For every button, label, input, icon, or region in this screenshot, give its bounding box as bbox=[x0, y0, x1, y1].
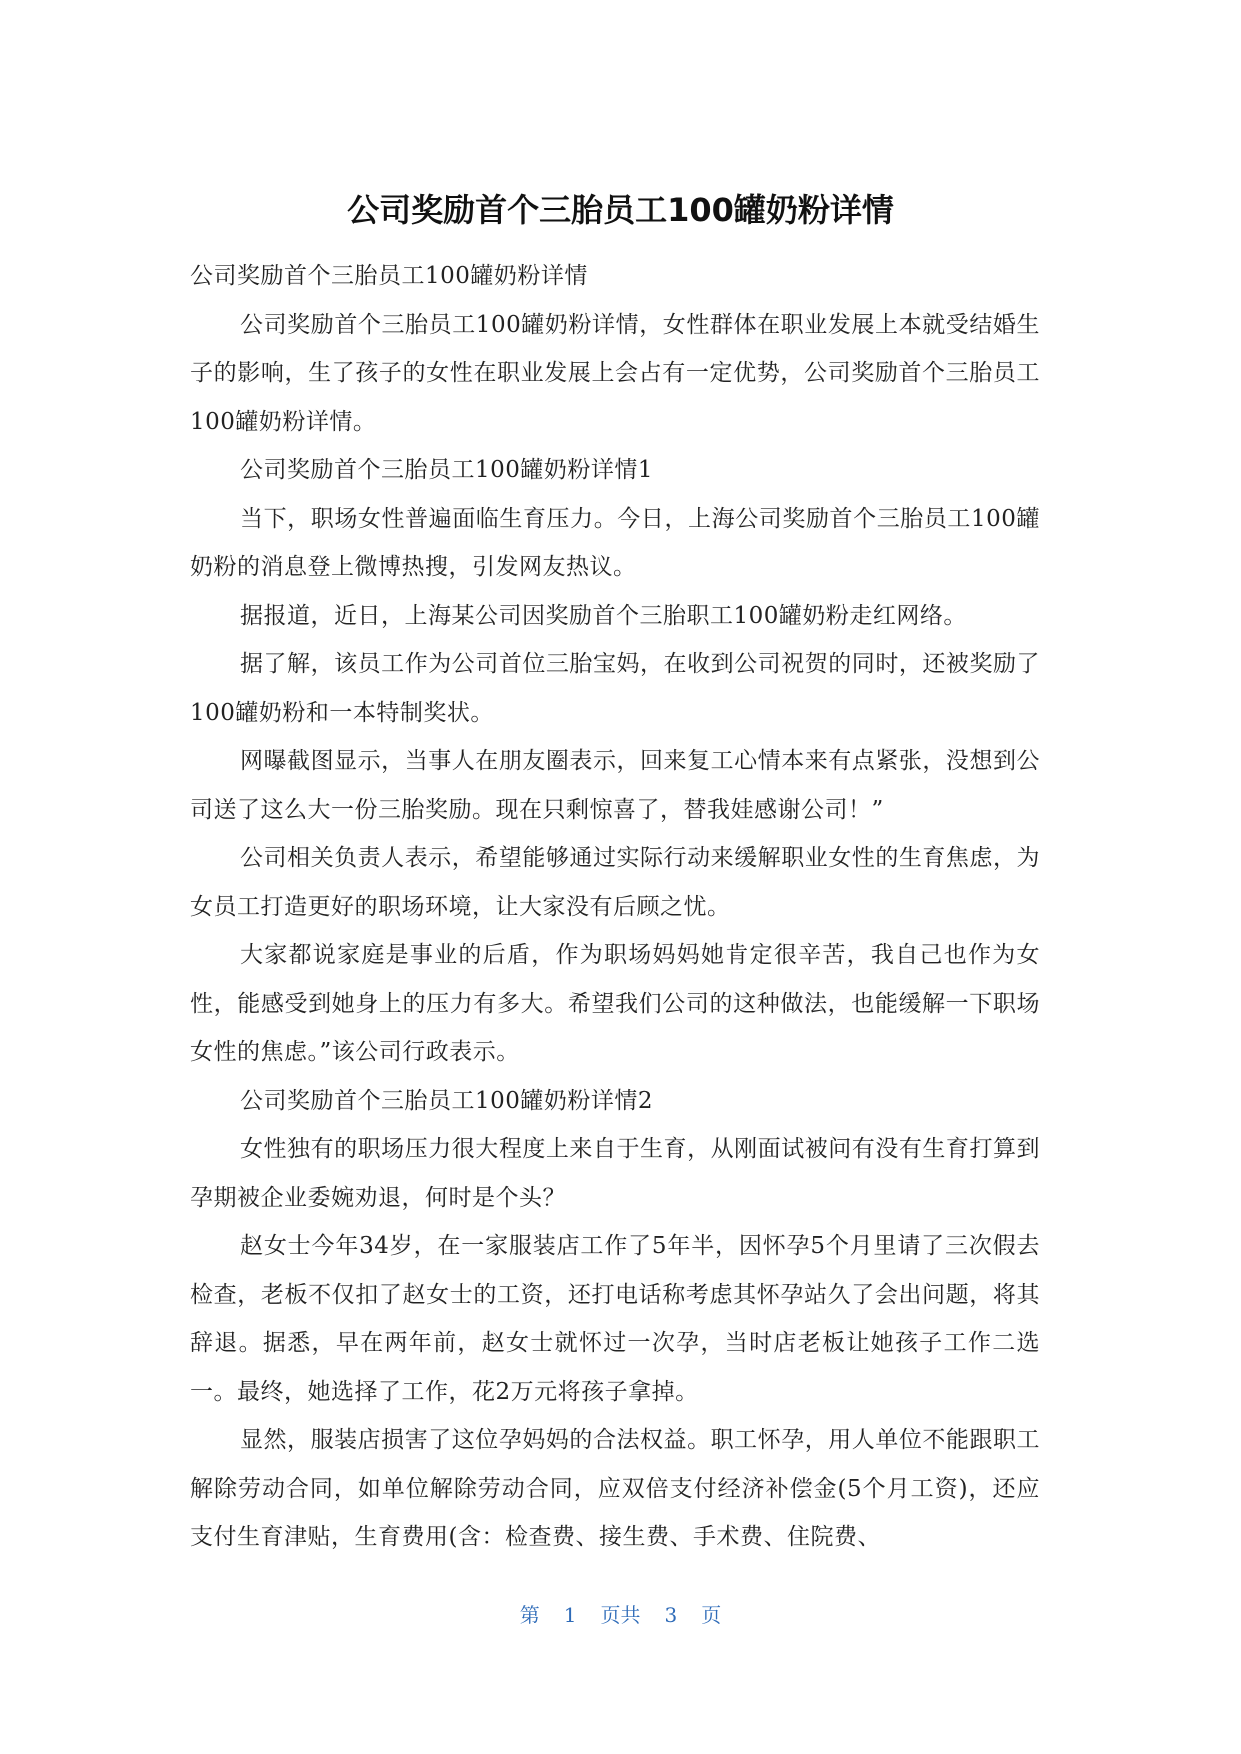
page-footer bbox=[0, 1600, 1241, 1630]
section-heading: 公司奖励首个三胎员工100罐奶粉详情2 bbox=[240, 1087, 654, 1114]
page-label-middle: 页共 bbox=[600, 1603, 641, 1627]
current-page-number: 1 bbox=[563, 1603, 577, 1627]
page-label-prefix: 第 bbox=[519, 1603, 540, 1627]
body-paragraph: 网曝截图显示，当事人在朋友圈表示，回来复工心情本来有点紧张，没想到公司送了这么大一份三胎奖励。现在只剩惊喜了，替我娃感谢公司！” bbox=[190, 748, 1040, 823]
body-paragraph: 显然，服装店损害了这位孕妈妈的合法权益。职工怀孕，用人单位不能跟职工解除劳动合同，如单位解除劳动合同，应双倍支付经济补偿金(5个月工资)，还应支付生育津贴，生育费用(含：检查费、接生费、手术费、住院费、 bbox=[190, 1427, 1040, 1550]
body-paragraph: 女性独有的职场压力很大程度上来自于生育，从刚面试被问有没有生育打算到孕期被企业委婉劝退，何时是个头？ bbox=[190, 1136, 1040, 1211]
document-title: 公司奖励首个三胎员工100罐奶粉详情 bbox=[347, 191, 894, 229]
body-paragraph: 当下，职场女性普遍面临生育压力。今日，上海公司奖励首个三胎员工100罐奶粉的消息登上微博热搜，引发网友热议。 bbox=[190, 505, 1040, 580]
body-paragraph: 公司奖励首个三胎员工100罐奶粉详情，女性群体在职业发展上本就受结婚生子的影响，生了孩子的女性在职业发展上会占有一定优势，公司奖励首个三胎员工100罐奶粉详情。 bbox=[190, 311, 1040, 435]
section-heading: 公司奖励首个三胎员工100罐奶粉详情1 bbox=[240, 457, 654, 483]
body-paragraph: 大家都说家庭是事业的后盾，作为职场妈妈她肯定很辛苦，我自己也作为女性，能感受到她身上的压力有多大。希望我们公司的这种做法，也能缓解一下职场女性的焦虑。”该公司行政表示。 bbox=[190, 942, 1040, 1065]
body-paragraph: 赵女士今年34岁，在一家服装店工作了5年半，因怀孕5个月里请了三次假去检查，老板不仅扣了赵女士的工资，还打电话称考虑其怀孕站久了会出问题，将其辞退。据悉，早在两年前，赵女士就怀过一次孕，当时店老板让她孩子工作二选一。最终，她选择了工作，花2万元将孩子拿掉。 bbox=[190, 1233, 1040, 1405]
body-paragraph: 据了解，该员工作为公司首位三胎宝妈，在收到公司祝贺的同时，还被奖励了100罐奶粉和一本特制奖状。 bbox=[190, 651, 1040, 726]
subtitle-paragraph: 公司奖励首个三胎员工100罐奶粉详情 bbox=[190, 263, 588, 289]
document-body bbox=[190, 252, 1040, 1562]
body-paragraph: 公司相关负责人表示，希望能够通过实际行动来缓解职业女性的生育焦虑，为女员工打造更好的职场环境，让大家没有后顾之忧。 bbox=[190, 845, 1040, 920]
page-label-suffix: 页 bbox=[701, 1603, 722, 1627]
body-paragraph: 据报道，近日，上海某公司因奖励首个三胎职工100罐奶粉走红网络。 bbox=[240, 602, 967, 629]
total-page-count: 3 bbox=[664, 1603, 678, 1627]
